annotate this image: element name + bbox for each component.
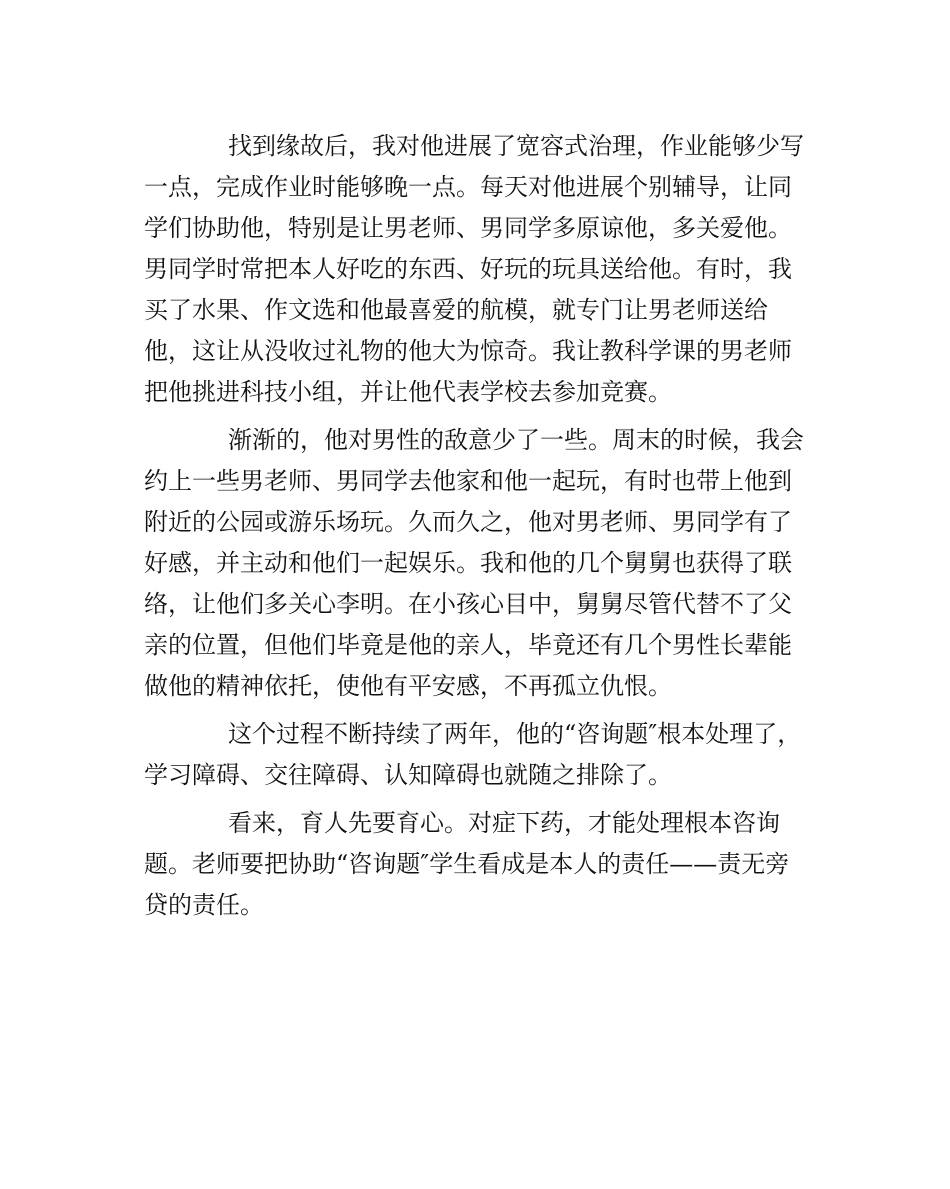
paragraph-1: 找到缘故后，我对他进展了宽容式治理，作业能够少写一点，完成作业时能够晚一点。每天对他进展个别辅导，让同学们协助他，特别是让男老师、男同学多原谅他，多关爱他。男同学时常把本人好吃的东西、好玩的玩具送给他。有时，我买了水果、作文选和他最喜爱的航模，就专门让男老师送给他，这让从没收过礼物的他大为惊奇。我让教科学课的男老师把他挑进科技小组，并让他代表学校去参加竞赛。 — [144, 132, 804, 406]
paragraph-3: 这个过程不断持续了两年，他的“咨询题″根本处理了，学习障碍、交往障碍、认知障碍也就随之排除了。 — [144, 720, 802, 789]
paragraph-4: 看来，育人先要育心。对症下药，才能处理根本咨询题。老师要把协助“咨询题″学生看成是本人的责任——责无旁贷的责任。 — [144, 809, 790, 919]
document-body — [144, 126, 809, 933]
paragraph-2: 渐渐的，他对男性的敌意少了一些。周末的时候，我会约上一些男老师、男同学去他家和他一起玩，有时也带上他到附近的公园或游乐场玩。久而久之，他对男老师、男同学有了好感，并主动和他们一起娱乐。我和他的几个舅舅也获得了联络，让他们多关心李明。在小孩心目中，舅舅尽管代替不了父亲的位置，但他们毕竟是他的亲人，毕竟还有几个男性长辈能做他的精神依托，使他有平安感，不再孤立仇恨。 — [144, 426, 804, 700]
